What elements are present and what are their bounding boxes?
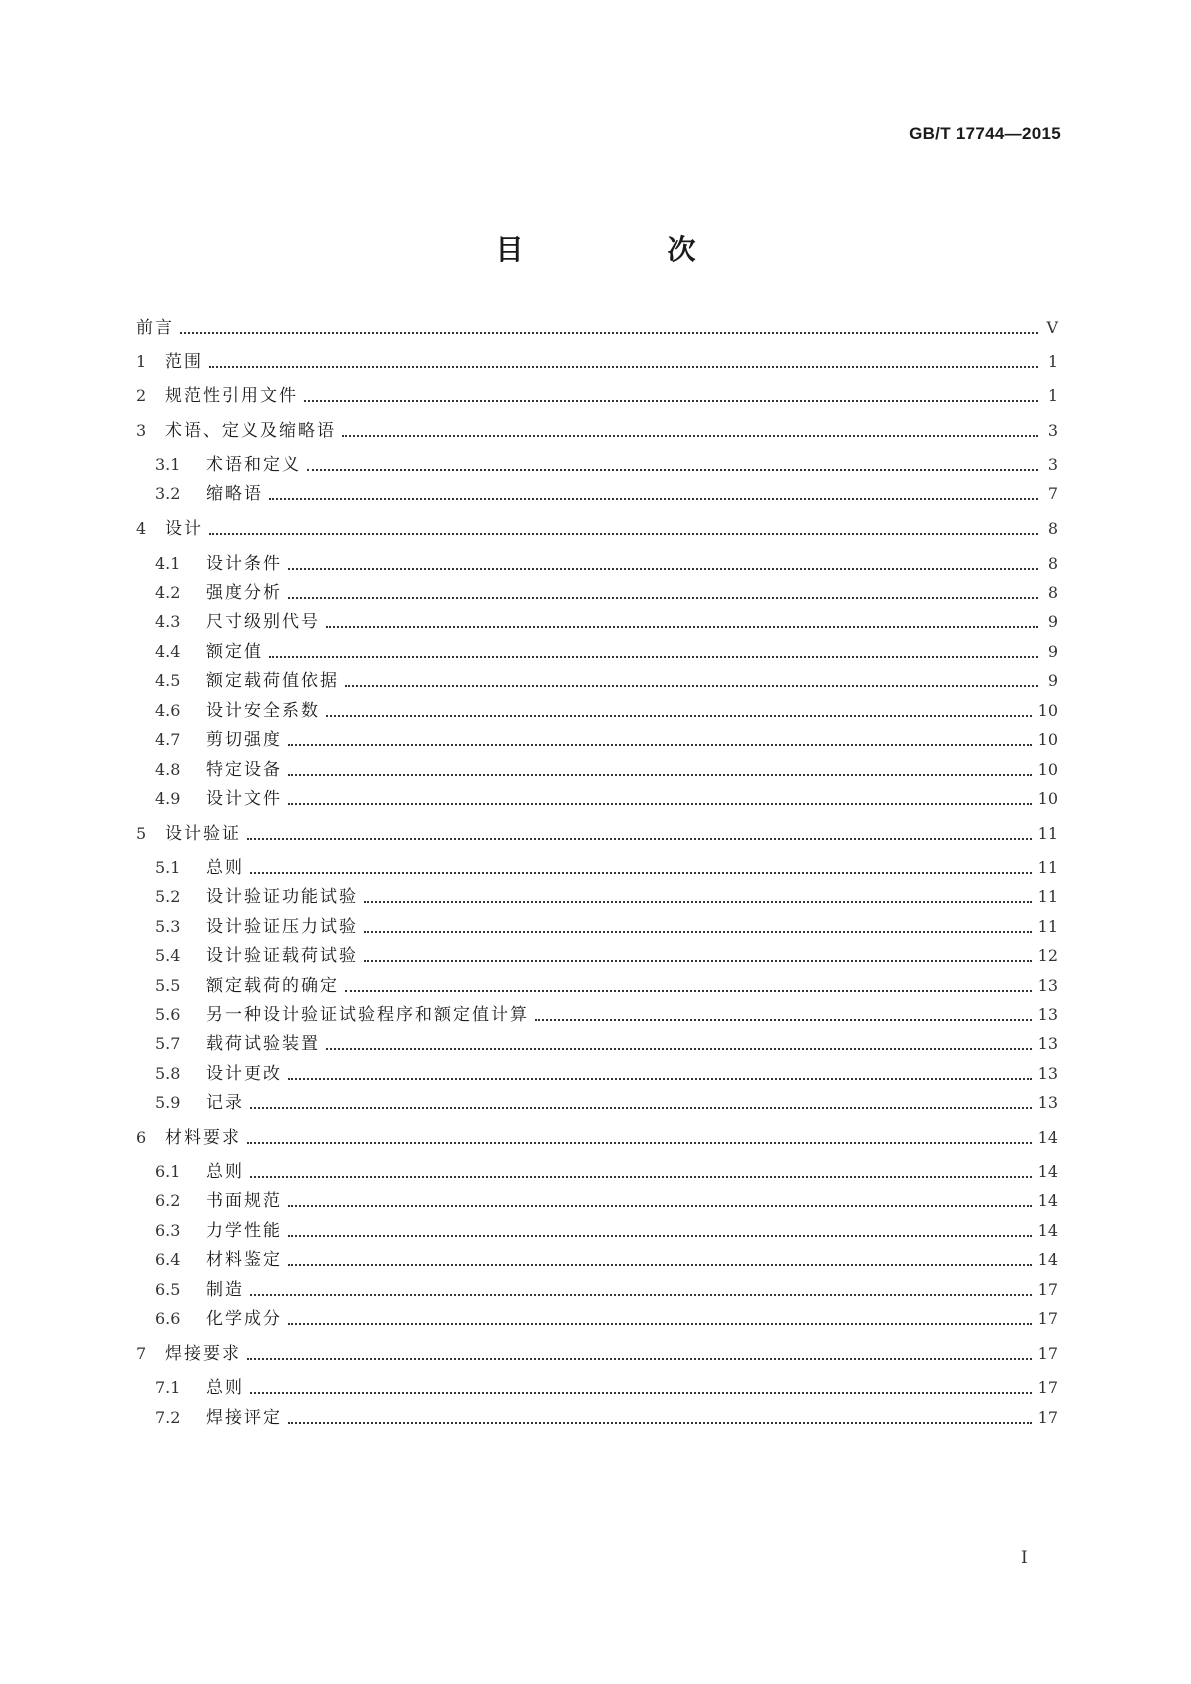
toc-entry-title: 书面规范 [206, 1191, 282, 1211]
toc-dot-leader [250, 872, 1032, 874]
toc-entry-title: 额定值 [206, 642, 263, 662]
toc-dot-leader [288, 1078, 1032, 1080]
toc-section-number: 7 [136, 1344, 147, 1363]
toc-entry-title: 力学性能 [206, 1221, 282, 1241]
toc-dot-leader [288, 568, 1038, 570]
toc-entry[interactable] [155, 851, 1058, 879]
toc-entry-title: 设计文件 [206, 789, 282, 809]
toc-entry[interactable] [155, 1184, 1058, 1212]
toc-page-number: 9 [1047, 612, 1058, 631]
toc-page-number: 13 [1037, 1005, 1058, 1024]
toc-section-number: 5.9 [155, 1093, 181, 1112]
toc-entry-title: 载荷试验装置 [206, 1034, 320, 1054]
toc-section-number: 4.6 [155, 701, 181, 720]
toc-entry-title: 焊接评定 [206, 1408, 282, 1428]
toc-entry-title: 额定载荷的确定 [206, 976, 339, 996]
toc-page-number: 10 [1037, 760, 1058, 779]
toc-dot-leader [307, 469, 1038, 471]
toc-entry[interactable] [155, 1243, 1058, 1271]
toc-entry-title: 焊接要求 [165, 1344, 241, 1364]
toc-dot-leader [209, 533, 1038, 535]
toc-dot-leader [326, 626, 1038, 628]
toc-dot-leader [247, 1358, 1032, 1360]
toc-entry-title: 总则 [206, 1378, 244, 1398]
toc-page-number: 17 [1037, 1309, 1058, 1328]
toc-entry[interactable] [155, 635, 1058, 663]
standard-number: GB/T 17744—2015 [909, 124, 1061, 143]
toc-dot-leader [247, 838, 1032, 840]
toc-section-number: 3.2 [155, 484, 181, 503]
toc-dot-leader [247, 1142, 1032, 1144]
toc-section-number: 6.4 [155, 1250, 181, 1269]
toc-page-number: 8 [1047, 583, 1058, 602]
page-title: 目 次 [495, 233, 754, 266]
toc-page-number: 1 [1047, 386, 1058, 405]
toc-dot-leader [250, 1176, 1032, 1178]
toc-entry-title: 记录 [206, 1093, 244, 1113]
toc-page-number: 13 [1037, 1064, 1058, 1083]
toc-page-number: 17 [1037, 1408, 1058, 1427]
toc-dot-leader [288, 1422, 1032, 1424]
toc-section-number: 5.6 [155, 1005, 181, 1024]
toc-section-number: 4.9 [155, 789, 181, 808]
toc-page-number: 13 [1037, 1093, 1058, 1112]
toc-page-number: 13 [1037, 976, 1058, 995]
toc-section-number: 4 [136, 519, 147, 538]
toc-section-number: 4.7 [155, 730, 181, 749]
toc-section-number: 6.6 [155, 1309, 181, 1328]
toc-entry-title: 化学成分 [206, 1309, 282, 1329]
toc-entry-title: 总则 [206, 1162, 244, 1182]
toc-entry-title: 特定设备 [206, 760, 282, 780]
toc-entry[interactable] [155, 605, 1058, 633]
toc-page-number: 9 [1047, 671, 1058, 690]
toc-dot-leader [342, 435, 1038, 437]
toc-entry-title: 总则 [206, 858, 244, 878]
toc-section-number: 4.2 [155, 583, 181, 602]
toc-entry-title: 术语和定义 [206, 455, 301, 475]
toc-dot-leader [288, 1323, 1032, 1325]
toc-dot-leader [345, 685, 1038, 687]
toc-entry[interactable] [155, 753, 1058, 781]
toc-section-number: 5.8 [155, 1064, 181, 1083]
toc-dot-leader [288, 1205, 1032, 1207]
toc-dot-leader [288, 1264, 1032, 1266]
toc-entry-title: 术语、定义及缩略语 [165, 421, 336, 441]
toc-section-number: 6.2 [155, 1191, 181, 1210]
toc-dot-leader [364, 901, 1032, 903]
toc-entry-title: 设计验证载荷试验 [206, 946, 358, 966]
toc-entry-title: 制造 [206, 1280, 244, 1300]
toc-dot-leader [288, 597, 1038, 599]
toc-entry[interactable] [155, 1155, 1058, 1183]
toc-entry-title: 额定载荷值依据 [206, 671, 339, 691]
toc-entry[interactable] [155, 477, 1058, 505]
toc-entry[interactable] [155, 1214, 1058, 1242]
toc-page-number: 10 [1037, 701, 1058, 720]
toc-section-number: 6 [136, 1128, 147, 1147]
toc-section-number: 5.5 [155, 976, 181, 995]
toc-entry[interactable] [155, 910, 1058, 938]
toc-entry[interactable] [136, 1121, 1058, 1149]
toc-page-number: 12 [1037, 946, 1058, 965]
toc-entry-title: 规范性引用文件 [165, 386, 298, 406]
toc-dot-leader [250, 1392, 1032, 1394]
toc-entry-title: 材料要求 [165, 1128, 241, 1148]
toc-page-number: 14 [1037, 1221, 1058, 1240]
toc-entry[interactable] [136, 1337, 1058, 1365]
toc-dot-leader [326, 1048, 1032, 1050]
toc-section-number: 6.5 [155, 1280, 181, 1299]
toc-page-number: 13 [1037, 1034, 1058, 1053]
toc-entry-title: 设计条件 [206, 554, 282, 574]
toc-page-number: 8 [1047, 519, 1058, 538]
toc-entry-title: 另一种设计验证试验程序和额定值计算 [206, 1005, 529, 1025]
toc-page-number: 10 [1037, 730, 1058, 749]
toc-entry[interactable] [155, 664, 1058, 692]
toc-page-number: 17 [1037, 1280, 1058, 1299]
toc-entry[interactable] [155, 1086, 1058, 1114]
toc-dot-leader [180, 332, 1038, 334]
toc-entry-title: 设计验证功能试验 [206, 887, 358, 907]
toc-dot-leader [209, 366, 1038, 368]
toc-entry[interactable] [155, 723, 1058, 751]
toc-section-number: 5.3 [155, 917, 181, 936]
toc-entry[interactable] [155, 547, 1058, 575]
toc-page-number: 11 [1037, 887, 1058, 906]
toc-section-number: 3.1 [155, 455, 181, 474]
toc-entry[interactable] [136, 379, 1058, 407]
toc-page-number: 14 [1037, 1162, 1058, 1181]
toc-entry[interactable] [136, 345, 1058, 373]
toc-section-number: 5 [136, 824, 147, 843]
toc-dot-leader [250, 1107, 1032, 1109]
toc-page-number: 14 [1037, 1191, 1058, 1210]
toc-dot-leader [304, 400, 1038, 402]
toc-dot-leader [288, 1235, 1032, 1237]
toc-section-number: 4.5 [155, 671, 181, 690]
toc-dot-leader [250, 1294, 1032, 1296]
toc-entry[interactable] [155, 1401, 1058, 1429]
toc-section-number: 4.1 [155, 554, 181, 573]
toc-page-number: 14 [1037, 1250, 1058, 1269]
toc-page-number: 10 [1037, 789, 1058, 808]
toc-entry[interactable] [155, 1302, 1058, 1330]
toc-page-number: Ⅴ [1046, 318, 1058, 337]
toc-entry[interactable] [155, 969, 1058, 997]
toc-section-number: 5.2 [155, 887, 181, 906]
toc-dot-leader [345, 990, 1032, 992]
toc-page-number: 3 [1047, 421, 1058, 440]
page-number: Ⅰ [1021, 1548, 1028, 1568]
toc-entry[interactable] [155, 939, 1058, 967]
toc-page-number: 8 [1047, 554, 1058, 573]
toc-dot-leader [269, 656, 1038, 658]
toc-entry[interactable] [155, 1057, 1058, 1085]
toc-page-number: 7 [1047, 484, 1058, 503]
toc-entry[interactable] [155, 694, 1058, 722]
toc-entry-title: 设计 [165, 519, 203, 539]
toc-entry[interactable] [155, 1027, 1058, 1055]
toc-section-number: 2 [136, 386, 147, 405]
toc-section-number: 1 [136, 352, 147, 371]
toc-section-number: 6.1 [155, 1162, 181, 1181]
toc-dot-leader [535, 1019, 1032, 1021]
toc-section-number: 5.1 [155, 858, 181, 877]
toc-page-number: 1 [1047, 352, 1058, 371]
toc-dot-leader [288, 744, 1032, 746]
toc-entry[interactable] [155, 448, 1058, 476]
toc-section-number: 3 [136, 421, 147, 440]
toc-entry[interactable] [136, 817, 1058, 845]
toc-dot-leader [269, 498, 1038, 500]
toc-page-number: 9 [1047, 642, 1058, 661]
toc-section-number: 7.2 [155, 1408, 181, 1427]
toc-entry-title: 尺寸级别代号 [206, 612, 320, 632]
toc-dot-leader [364, 960, 1032, 962]
toc-entry[interactable] [155, 576, 1058, 604]
toc-page-number: 11 [1037, 917, 1058, 936]
toc-entry-title: 设计验证 [165, 824, 241, 844]
toc-entry-title: 强度分析 [206, 583, 282, 603]
toc-entry[interactable] [155, 880, 1058, 908]
toc-entry[interactable] [155, 1273, 1058, 1301]
toc-dot-leader [326, 715, 1032, 717]
toc-entry-title: 前言 [136, 318, 174, 338]
toc-entry-title: 剪切强度 [206, 730, 282, 750]
toc-dot-leader [288, 803, 1032, 805]
toc-entry-title: 设计安全系数 [206, 701, 320, 721]
toc-entry-title: 设计验证压力试验 [206, 917, 358, 937]
toc-dot-leader [364, 931, 1032, 933]
toc-dot-leader [288, 774, 1032, 776]
toc-entry[interactable] [155, 1371, 1058, 1399]
toc-page-number: 11 [1037, 858, 1058, 877]
toc-section-number: 7.1 [155, 1378, 181, 1397]
toc-section-number: 5.4 [155, 946, 181, 965]
toc-entry-title: 设计更改 [206, 1064, 282, 1084]
toc-section-number: 6.3 [155, 1221, 181, 1240]
toc-entry-title: 缩略语 [206, 484, 263, 504]
toc-entry[interactable] [136, 414, 1058, 442]
toc-section-number: 4.3 [155, 612, 181, 631]
toc-section-number: 4.4 [155, 642, 181, 661]
toc-entry[interactable] [155, 998, 1058, 1026]
toc-section-number: 5.7 [155, 1034, 181, 1053]
toc-entry-title: 材料鉴定 [206, 1250, 282, 1270]
toc-page-number: 17 [1037, 1378, 1058, 1397]
toc-page-number: 3 [1047, 455, 1058, 474]
toc-page-number: 17 [1037, 1344, 1058, 1363]
toc-entry-title: 范围 [165, 352, 203, 372]
toc-section-number: 4.8 [155, 760, 181, 779]
toc-entry[interactable] [136, 311, 1058, 339]
toc-entry[interactable] [136, 512, 1058, 540]
toc-page-number: 14 [1037, 1128, 1058, 1147]
toc-entry[interactable] [155, 782, 1058, 810]
toc-page-number: 11 [1037, 824, 1058, 843]
